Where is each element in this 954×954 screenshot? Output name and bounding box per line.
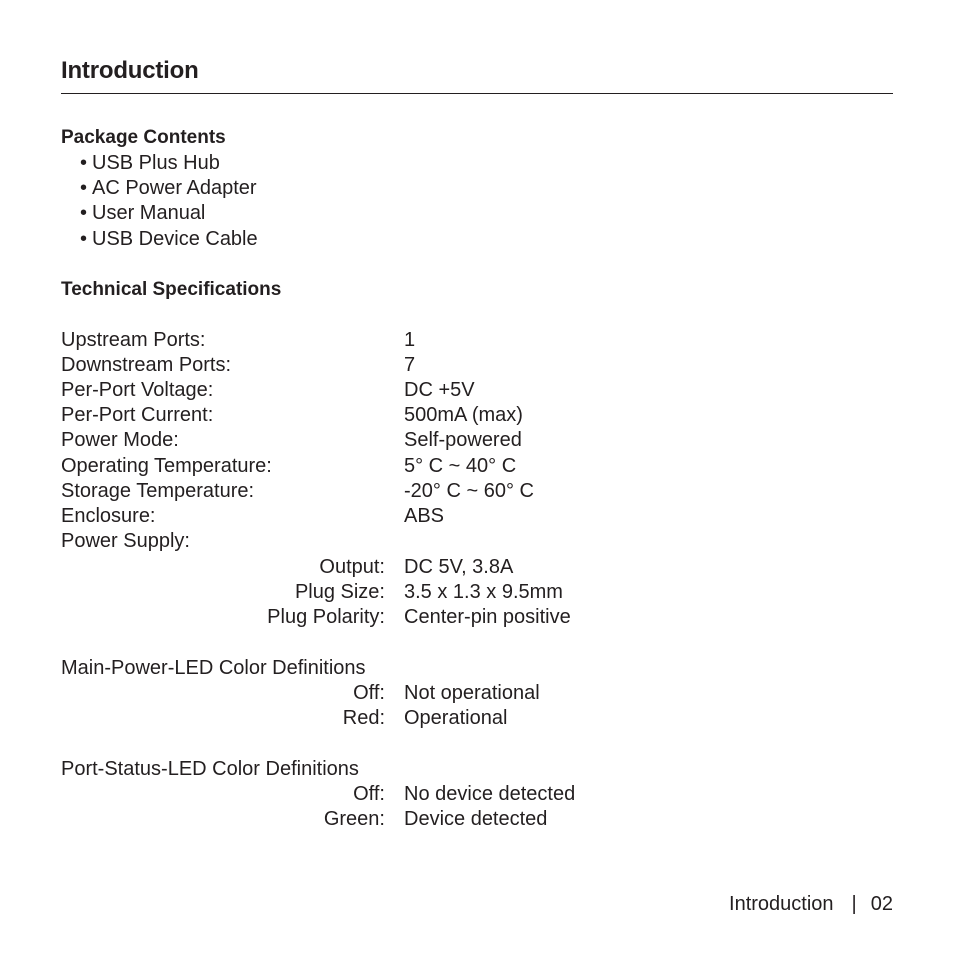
- power-supply-subrow: [0, 555, 954, 580]
- port-status-led-heading-row: [0, 757, 954, 782]
- list-item-label: USB Device Cable: [92, 227, 258, 250]
- list-item: [80, 176, 258, 201]
- list-item: [80, 201, 258, 226]
- title-divider: [61, 93, 893, 94]
- led-state-value: Not operational: [404, 682, 540, 704]
- spec-label: Per-Port Voltage:: [61, 379, 214, 401]
- main-power-led-heading-row: [0, 656, 954, 681]
- bullet-icon: •: [80, 202, 88, 225]
- spec-value: 5° C ~ 40° C: [404, 455, 517, 477]
- led-definition-row: [0, 807, 954, 832]
- led-state-value: No device detected: [404, 783, 576, 805]
- spec-value: ABS: [404, 505, 445, 527]
- footer-separator: |: [851, 893, 857, 915]
- power-supply-row: [0, 529, 954, 554]
- spec-value: Self-powered: [404, 429, 522, 451]
- tech-specs-heading: Technical Specifications: [61, 279, 282, 300]
- spec-value: Center-pin positive: [404, 606, 571, 628]
- spec-sublabel: Output:: [319, 556, 385, 578]
- spec-label: Power Supply:: [61, 530, 190, 552]
- spec-row: [0, 479, 954, 504]
- list-item-label: AC Power Adapter: [92, 177, 257, 200]
- spec-label: Upstream Ports:: [61, 329, 206, 351]
- main-power-led-heading: Main-Power-LED Color Definitions: [61, 657, 366, 679]
- spec-value: -20° C ~ 60° C: [404, 480, 534, 502]
- list-item: [80, 151, 258, 176]
- spec-sublabel: Plug Size:: [294, 581, 385, 603]
- spec-value: 7: [404, 354, 416, 376]
- bullet-icon: •: [80, 152, 88, 174]
- spec-row: [0, 504, 954, 529]
- led-state-label: Off:: [353, 783, 385, 805]
- spec-sublabel: Plug Polarity:: [267, 606, 385, 628]
- spec-row: [0, 328, 954, 353]
- page-footer: [729, 892, 893, 917]
- led-state-label: Off:: [353, 682, 385, 704]
- led-definition-row: [0, 782, 954, 807]
- power-supply-subrow: [0, 580, 954, 605]
- spec-value: DC 5V, 3.8A: [404, 556, 514, 578]
- led-state-label: Red:: [342, 707, 385, 729]
- list-item-label: User Manual: [92, 202, 206, 225]
- power-supply-subrow: [0, 605, 954, 630]
- spec-label: Power Mode:: [61, 429, 179, 451]
- spec-row: [0, 378, 954, 403]
- spec-label: Enclosure:: [61, 505, 156, 527]
- package-contents-heading: Package Contents: [61, 127, 226, 148]
- spec-value: 1: [404, 329, 416, 351]
- spec-row: [0, 454, 954, 479]
- spec-row: [0, 428, 954, 453]
- led-definition-row: [0, 681, 954, 706]
- bullet-icon: •: [80, 227, 88, 250]
- port-status-led-heading: Port-Status-LED Color Definitions: [61, 758, 359, 780]
- spec-label: Operating Temperature:: [61, 455, 272, 477]
- bullet-icon: •: [80, 177, 88, 200]
- spec-value: 500mA (max): [404, 404, 523, 426]
- page-number: 02: [870, 893, 893, 915]
- led-state-value: Device detected: [404, 808, 548, 830]
- spec-label: Per-Port Current:: [61, 404, 214, 426]
- led-definition-row: [0, 706, 954, 731]
- page-title: Introduction: [61, 57, 199, 84]
- list-item: [80, 227, 258, 252]
- led-state-value: Operational: [404, 707, 508, 729]
- spec-row: [0, 353, 954, 378]
- list-item-label: USB Plus Hub: [92, 152, 220, 174]
- spec-value: 3.5 x 1.3 x 9.5mm: [404, 581, 563, 603]
- spec-label: Storage Temperature:: [61, 480, 255, 502]
- led-state-label: Green:: [323, 808, 385, 830]
- package-contents-list: [80, 151, 258, 252]
- spec-value: DC +5V: [404, 379, 475, 401]
- spec-label: Downstream Ports:: [61, 354, 232, 376]
- spec-row: [0, 403, 954, 428]
- footer-section-name: Introduction: [729, 893, 834, 915]
